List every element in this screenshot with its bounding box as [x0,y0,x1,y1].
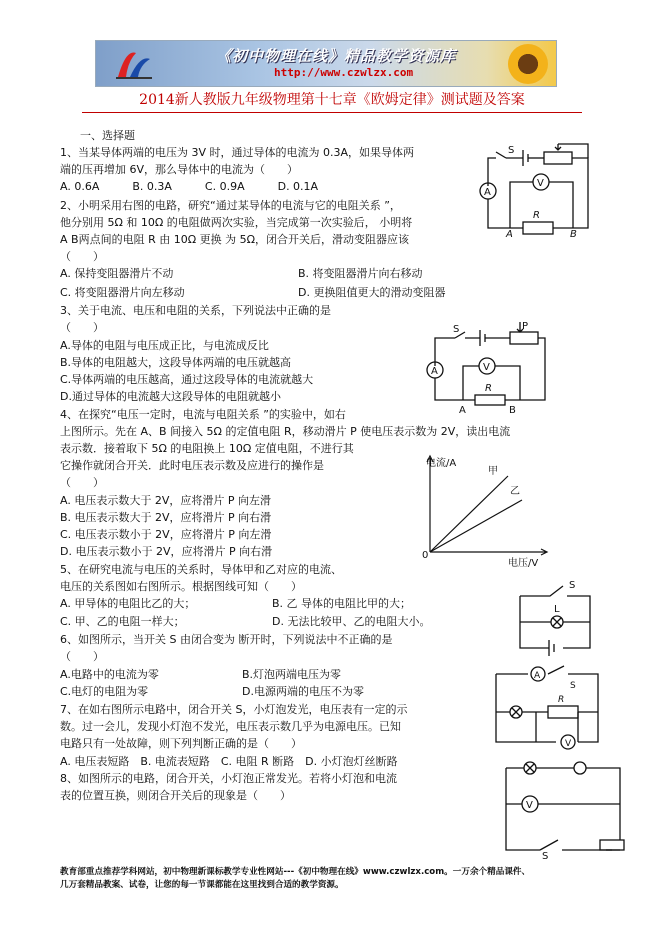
option-line: B.导体的电阻越大，这段导体两端的电压就越高 [60,356,292,369]
point-a-label: A [506,229,513,238]
option-line: C.电灯的电阻为零 [60,685,149,698]
switch-label: S [569,580,576,591]
switch-label: S [570,681,576,691]
ammeter-label: A [484,187,491,198]
section-heading: 一、选择题 [80,129,135,142]
circuit-figure-1 [478,138,603,238]
point-b-label: B [570,229,577,238]
option-line: D.通过导体的电流越大这段导体的电阻就越小 [60,390,281,403]
resistor-label: R [558,695,565,705]
resistor-label: R [485,383,492,394]
voltmeter-label: V [537,178,544,189]
iu-graph-figure [418,448,558,574]
text-line: 电压的关系图如右图所示。根据图线可知（ ） [60,580,302,593]
y-axis [427,456,433,552]
ammeter-label: A [431,366,438,377]
text-line: 端的压再增加 6V，那么导体中的电流为（ ） [60,163,299,176]
text-line: 他分别用 5Ω 和 10Ω 的电阻做两次实验，当完成第一次实验后， 小明将 [60,216,413,229]
sunflower-icon [508,44,548,84]
option-line: C.导体两端的电压越高，通过这段导体的电流就越大 [60,373,314,386]
option-line: D. 无法比较甲、乙的电阻大小。 [272,615,431,628]
text-line: 表的位置互换，则闭合开关后的现象是（ ） [60,789,291,802]
slider-label: P [522,321,529,332]
circuit-figure-5 [500,758,630,860]
option-line: B. 乙 导体的电阻比甲的大； [272,597,412,610]
y-axis-label: 电流/A [426,458,457,469]
text-line: 表示数．接着取下 5Ω 的电阻换上 10Ω 定值电阻，不进行其 [60,442,354,455]
text-line: 3、关于电流、电压和电阻的关系，下列说法中正确的是 [60,304,331,317]
option-line: C. 将变阻器滑片向左移动 [60,286,185,299]
text-line: A B两点间的电阻 R 由 10Ω 更换 为 5Ω，闭合开关后，滑动变阻器应该 [60,233,409,246]
text-line: 6、如图所示，当开关 S 由闭合变为 断开时，下列说法中不正确的是 [60,633,393,646]
footer-line: 教育部重点推荐学科网站，初中物理新课标教学专业性网站---《初中物理在线》www.czwlzx.com。一万余个精品课件、 [60,867,531,877]
voltmeter-label: V [526,800,533,811]
option-line: A. 甲导体的电阻比乙的大； [60,597,196,610]
resistor-label: R [533,210,540,221]
option-line: B. 电压表示数大于 2V，应将滑片 P 向右滑 [60,511,272,524]
option-line: B.灯泡两端电压为零 [242,668,342,681]
text-line: 7、在如右图所示电路中，闭合开关 S，小灯泡发光，电压表有一定的示 [60,703,408,716]
option-line: D. 更换阻值更大的滑动变阻器 [298,286,446,299]
text-line: 它操作就闭合开关．此时电压表示数及应进行的操作是 [60,459,324,472]
text-line: A. 0.6A B. 0.3A C. 0.9A D. 0.1A [60,180,319,193]
option-line: D. 电压表示数小于 2V，应将滑片 P 向右滑 [60,545,273,558]
switch-label: S [453,324,460,335]
x-axis-label: 电压/V [508,558,539,569]
text-line: 8、如图所示的电路，闭合开关，小灯泡正常发光。若将小灯泡和电流 [60,772,397,785]
header-banner [95,40,557,87]
switch-label: S [542,851,549,860]
text-line: （ ） [60,476,104,489]
point-a-label: A [459,405,466,414]
circuit-figure-3 [505,578,605,658]
circuit-figure-2 [425,318,553,414]
text-line: 2、小明采用右图的电路，研究“通过某导体的电流与它的电阻关系 ”， [60,199,401,212]
text-line: 5、在研究电流与电压的关系时，导体甲和乙对应的电流、 [60,563,342,576]
option-line: D.电源两端的电压不为零 [242,685,364,698]
text-line: （ ） [60,321,104,334]
voltmeter-label: V [565,739,572,749]
option-line: A. 电压表短路 B. 电流表短路 C. 电阻 R 断路 D. 小灯泡灯丝断路 [60,755,398,768]
option-line: C. 电压表示数小于 2V，应将滑片 P 向左滑 [60,528,272,541]
option-line: A.导体的电阻与电压成正比，与电流成反比 [60,339,269,352]
option-line: A. 电压表示数大于 2V，应将滑片 P 向左滑 [60,494,271,507]
switch-label: S [508,145,515,156]
option-line: A. 保持变阻器滑片不动 [60,267,174,280]
ammeter-label: A [534,671,541,681]
document-title: 2014新人教版九年级物理第十七章《欧姆定律》测试题及答案 [82,89,582,113]
banner-url: http://www.czwlzx.com [274,66,414,79]
site-logo-icon [114,47,154,81]
option-line: C. 甲、乙的电阻一样大； [60,615,185,628]
point-b-label: B [509,405,516,414]
text-line: 数。过一会儿，发现小灯泡不发光，电压表示数几乎为电源电压。已知 [60,720,401,733]
option-line: A.电路中的电流为零 [60,668,159,681]
circuit-figure-4 [488,660,606,756]
series-label-yi: 乙 [510,486,520,497]
text-line: 电路只有一处故障，则下列判断正确的是（ ） [60,737,302,750]
voltmeter-label: V [483,362,490,373]
text-line: 4、在探究“电压一定时，电流与电阻关系 ”的实验中，如右 [60,408,346,421]
text-line: 1、当某导体两端的电压为 3V 时，通过导体的电流为 0.3A，如果导体两 [60,146,415,159]
x-axis [430,549,547,555]
series-label-jia: 甲 [488,466,498,477]
banner-title: 《初中物理在线》精品教学资源库 [216,47,457,65]
footer-line: 几万套精品教案、试卷，让您的每一节课都能在这里找到合适的教学资源。 [60,880,344,890]
lamp-label: L [554,604,560,615]
text-line: 上图所示。先在 A、B 间接入 5Ω 的定值电阻 R，移动滑片 P 使电压表示数为 2V，读出电流 [60,425,511,438]
origin-label: 0 [422,550,429,561]
text-line: （ ） [60,250,104,263]
text-line: （ ） [60,650,104,663]
option-line: B. 将变阻器滑片向右移动 [298,267,423,280]
ammeter-icon [574,762,586,774]
